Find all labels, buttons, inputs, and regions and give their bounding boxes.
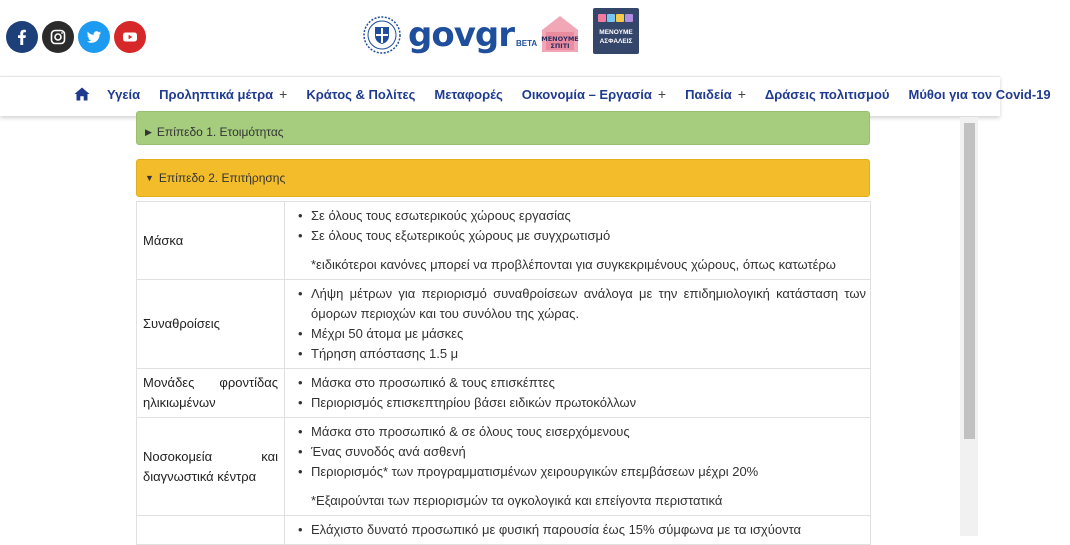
home-icon[interactable] (74, 87, 90, 101)
table-row (137, 369, 871, 418)
list-item: • Τήρηση απόστασης 1.5 μ (311, 344, 866, 364)
row-note: *ειδικότεροι κανόνες μπορεί να προβλέπονται για συγκεκριμένους χώρους, όπως κατωτέρω (311, 257, 836, 272)
caret-right-icon: ▶ (145, 126, 152, 137)
list-item: • Λήψη μέτρων για περιορισμό συναθροίσεων ανάλογα με την επιδημιολογική κατάσταση των όμορων περιοχών και του συνόλου της χώρας. (311, 284, 866, 324)
greek-seal-icon (362, 15, 402, 55)
stay-safe-badge[interactable] (593, 8, 639, 54)
badge2-square (598, 14, 606, 22)
list-item: • Σε όλους τους εξωτερικούς χώρους με συγχρωτισμό (311, 226, 866, 246)
row-measures (285, 202, 871, 280)
badge2-square (616, 14, 624, 22)
nav-item-label: Μύθοι για τον Covid-19 (908, 86, 1051, 102)
list-item: • Σε όλους τους εσωτερικούς χώρους εργασίας (311, 206, 866, 226)
list-item: • Μάσκα στο προσωπικό & σε όλους τους εισερχόμενους (311, 422, 866, 442)
measures-table (136, 201, 871, 545)
table-row (137, 418, 871, 516)
accordion-level-1-title: Επίπεδο 1. Ετοιμότητας (156, 125, 284, 139)
top-header (0, 0, 1000, 76)
row-label (137, 516, 285, 545)
badge2-text-bottom: ΑΣΦΑΛΕΙΣ (599, 38, 633, 45)
govgr-wordmark: govgr (408, 15, 514, 55)
youtube-icon[interactable] (114, 21, 146, 53)
social-links (6, 21, 146, 53)
row-measures (285, 418, 871, 516)
nav-item[interactable] (522, 86, 666, 102)
list-item: • Μάσκα στο προσωπικό & τους επισκέπτες (311, 373, 866, 393)
list-item: • Ελάχιστο δυνατό προσωπικό με φυσική παρουσία έως 15% σύμφωνα με τα ισχύοντα (311, 520, 866, 540)
page-content (0, 117, 1000, 536)
twitter-icon[interactable] (78, 21, 110, 53)
badge1-text-top: ΜΕΝΟΥΜΕ (541, 35, 579, 43)
nav-item-label: Κράτος & Πολίτες (306, 86, 416, 102)
row-measures (285, 280, 871, 369)
row-note: *Εξαιρούνται των περιορισμών τα ογκολογικά και επείγοντα περιστατικά (311, 493, 723, 508)
nav-item-label: Παιδεία (685, 86, 732, 102)
list-item: • Περιορισμός επισκεπτηρίου βάσει ειδικών πρωτοκόλλων (311, 393, 866, 413)
measure-list (297, 422, 866, 482)
badge1-text-bottom: ΣΠΙΤΙ (550, 42, 570, 50)
nav-item-label: Δράσεις πολιτισμού (764, 86, 890, 102)
row-label: Συναθροίσεις (137, 280, 285, 369)
measure-list (297, 373, 866, 413)
expand-plus-icon[interactable]: + (737, 86, 746, 102)
row-label: Μονάδες φροντίδας ηλικιωμένων (137, 369, 285, 418)
scrollbar-thumb[interactable] (964, 123, 975, 439)
nav-item-label: Οικονομία – Εργασία (521, 86, 652, 102)
row-label: Μάσκα (137, 202, 285, 280)
list-item: • Μέχρι 50 άτομα με μάσκες (311, 324, 866, 344)
list-item: • Ένας συνοδός ανά ασθενή (311, 442, 866, 462)
nav-item-label: Υγεία (107, 86, 141, 102)
table-row (137, 280, 871, 369)
govgr-logo[interactable] (362, 12, 537, 58)
stay-home-badge[interactable] (536, 8, 584, 56)
badge2-square (607, 14, 615, 22)
nav-item[interactable] (306, 87, 415, 102)
measure-list (297, 284, 866, 364)
nav-item[interactable] (765, 87, 890, 102)
accordion-level-1[interactable] (136, 111, 870, 145)
nav-item-label: Μεταφορές (434, 86, 503, 102)
table-row (137, 202, 871, 280)
expand-plus-icon[interactable]: + (279, 86, 288, 102)
accordion-level-2-title: Επίπεδο 2. Επιτήρησης (158, 171, 286, 185)
nav-item[interactable] (908, 87, 1050, 102)
beta-label: BETA (515, 39, 538, 48)
main-navigation (0, 76, 1051, 116)
nav-list (74, 86, 1070, 102)
measure-list (297, 520, 866, 540)
row-label: Νοσοκομεία και διαγνωστικά κέντρα (137, 418, 285, 516)
nav-item-label: Προληπτικά μέτρα (159, 86, 274, 102)
list-item: • Περιορισμός* των προγραμματισμένων χειρουργικών επεμβάσεων μέχρι 20% (311, 462, 866, 482)
row-measures (285, 516, 871, 545)
instagram-icon[interactable] (42, 21, 74, 53)
facebook-icon[interactable] (6, 21, 38, 53)
nav-item[interactable] (685, 86, 746, 102)
table-row (137, 516, 871, 545)
nav-item[interactable] (159, 86, 287, 102)
badge2-text-top: ΜΕΝΟΥΜΕ (599, 29, 633, 36)
nav-item[interactable] (107, 87, 140, 102)
row-measures (285, 369, 871, 418)
nav-item[interactable] (434, 87, 502, 102)
badge2-square (625, 14, 633, 22)
expand-plus-icon[interactable]: + (657, 86, 667, 102)
accordion-level-2[interactable] (136, 159, 870, 197)
caret-down-icon: ▼ (145, 173, 154, 183)
measure-list (297, 206, 866, 246)
